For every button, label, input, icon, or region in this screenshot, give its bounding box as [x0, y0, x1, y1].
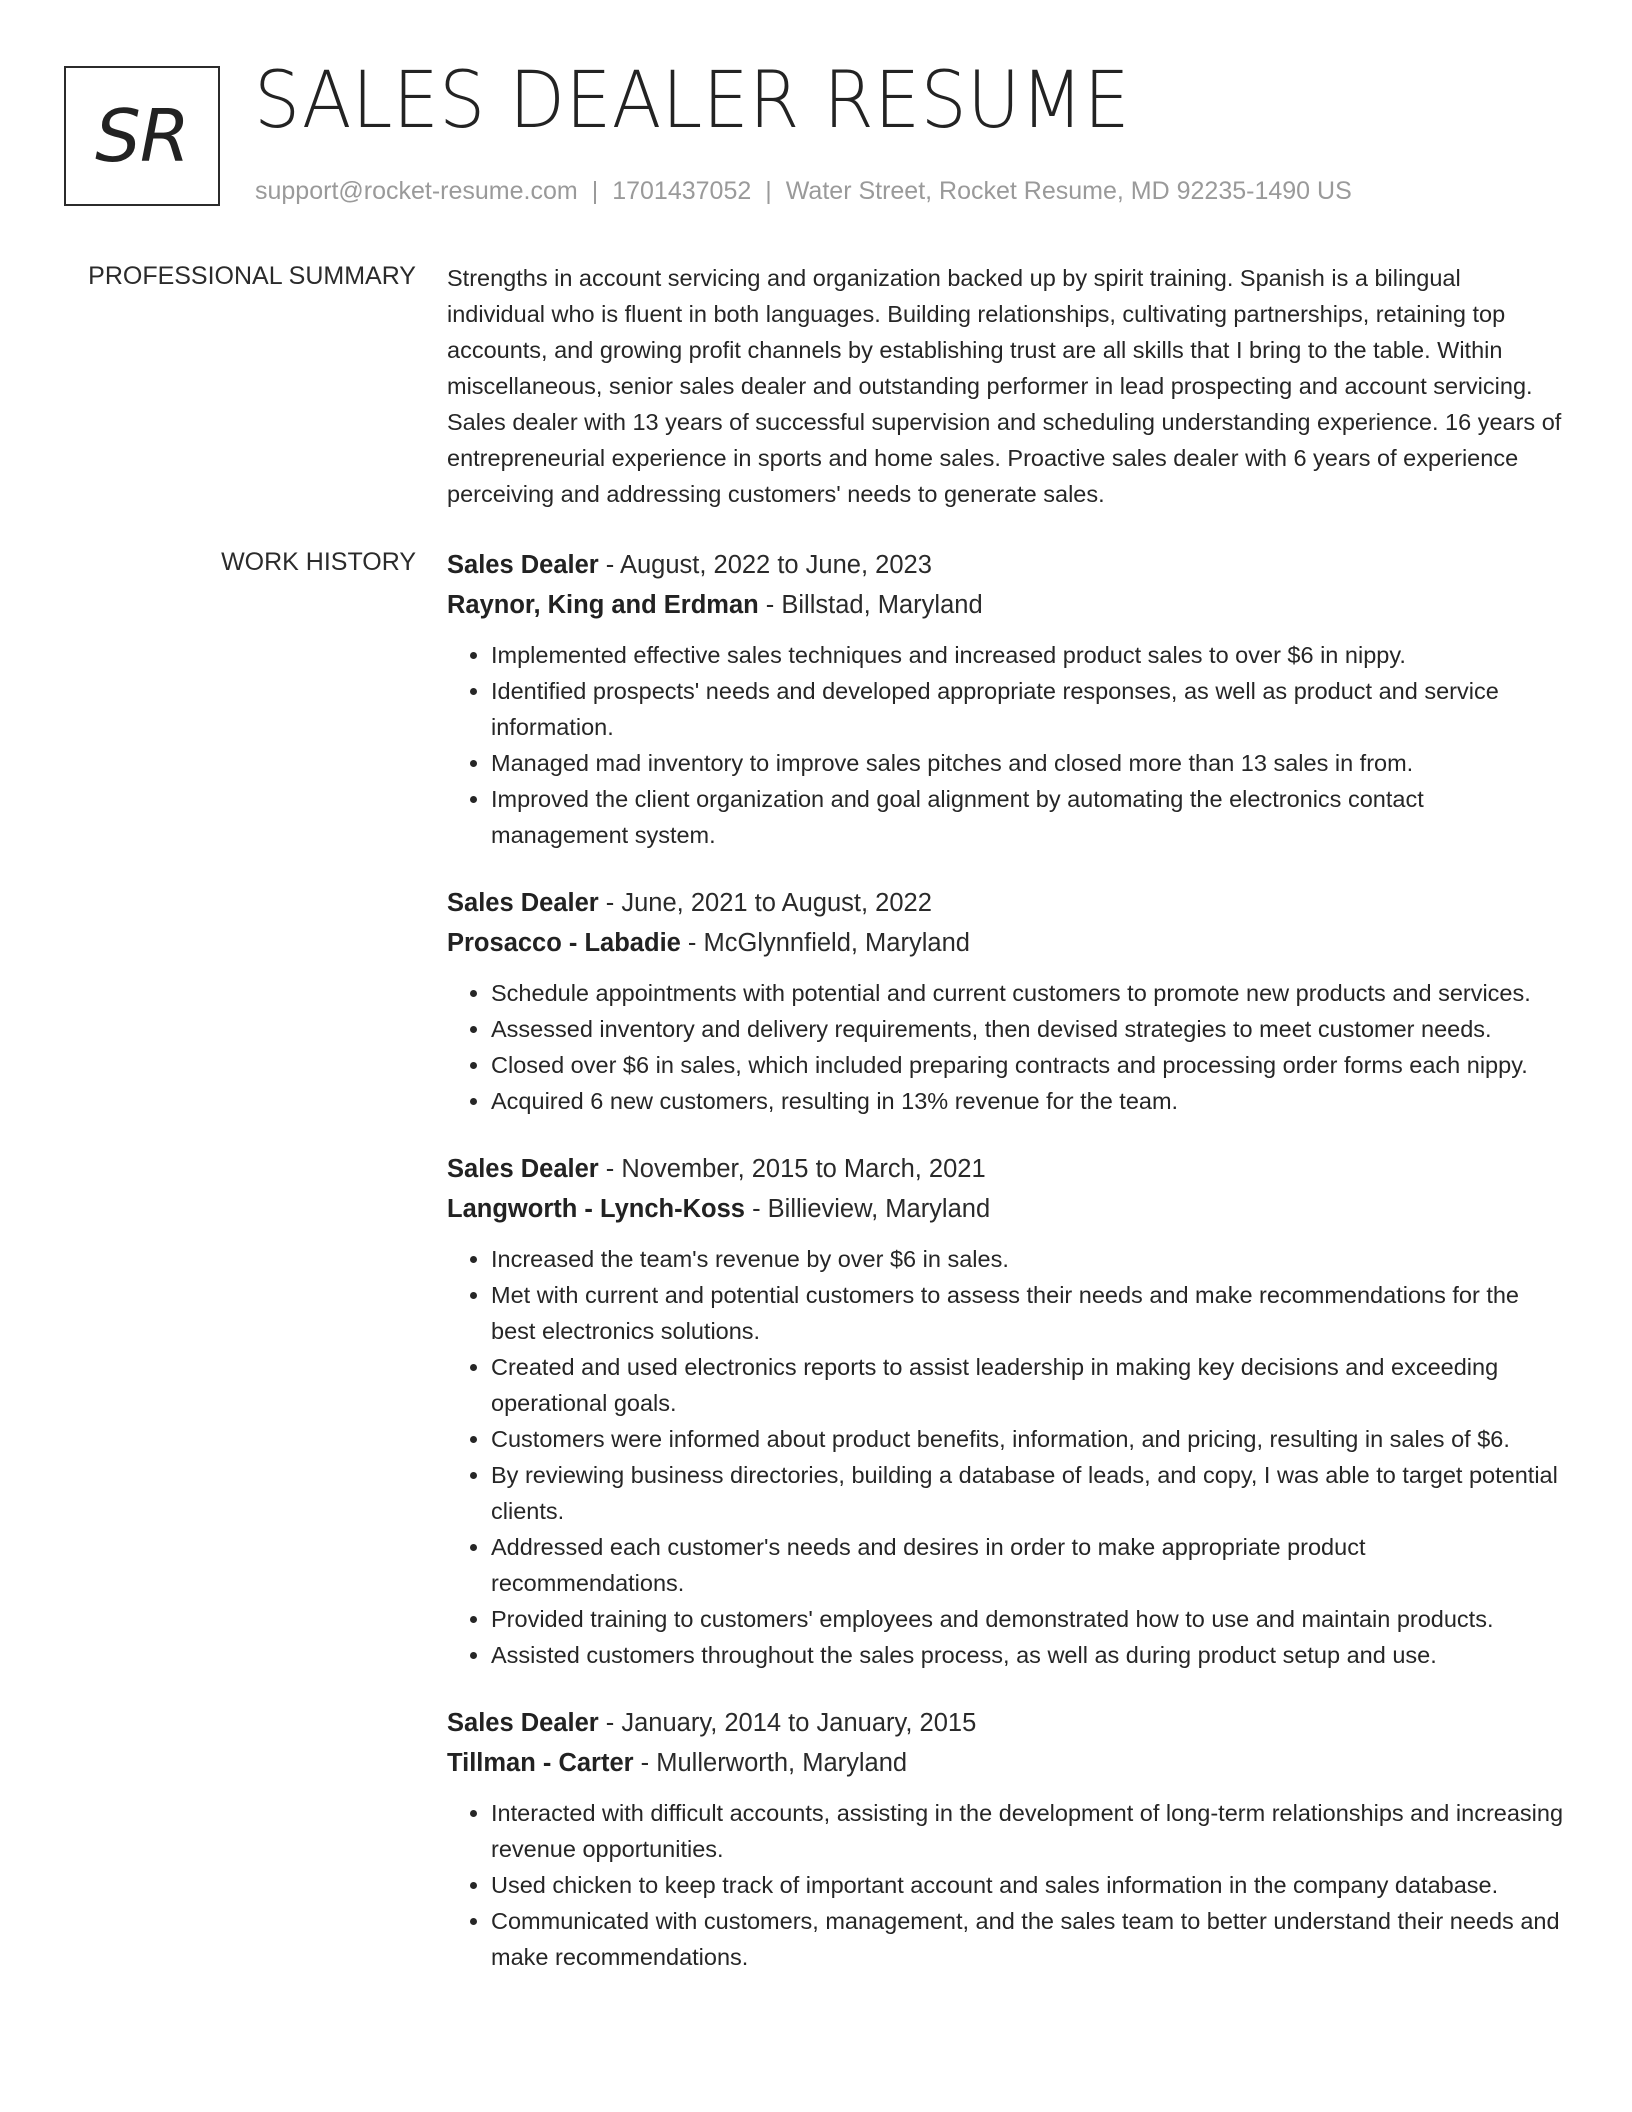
job-bullet: • Schedule appointments with potential and current customers to promote new products and services.: [491, 975, 1565, 1011]
job-title-line: [447, 545, 1565, 585]
job-company: Raynor, King and Erdman: [447, 591, 759, 619]
job-bullet: • Closed over $6 in sales, which included preparing contracts and processing order forms each nippy.: [491, 1047, 1565, 1083]
job-location: - Billstad, Maryland: [758, 591, 983, 619]
job-bullet: • Communicated with customers, management, and the sales team to better understand their needs and make recommendations.: [491, 1903, 1565, 1975]
job-bullet-list: [447, 1241, 1565, 1673]
job-bullet: • Acquired 6 new customers, resulting in 13% revenue for the team.: [491, 1083, 1565, 1119]
contact-email[interactable]: support@rocket-resume.com: [255, 177, 578, 205]
job-bullet: • Managed mad inventory to improve sales pitches and closed more than 13 sales in from.: [491, 745, 1565, 781]
job-bullet: • Created and used electronics reports to assist leadership in making key decisions and exceeding operational goals.: [491, 1349, 1565, 1421]
contact-separator: |: [765, 177, 772, 205]
job-bullet: • Improved the client organization and goal alignment by automating the electronics contact management system.: [491, 781, 1565, 853]
job-entry: [447, 883, 1565, 1119]
job-dates: - August, 2022 to June, 2023: [598, 551, 932, 579]
job-bullet: • Identified prospects' needs and developed appropriate responses, as well as product and service information.: [491, 673, 1565, 745]
contact-line: [255, 174, 1352, 208]
job-company: Langworth - Lynch-Koss: [447, 1195, 745, 1223]
contact-separator: |: [591, 177, 599, 205]
contact-phone[interactable]: 1701437052: [612, 177, 752, 205]
monogram-initials: SR: [95, 94, 189, 178]
job-title-line: [447, 1149, 1565, 1189]
job-bullet: • Met with current and potential customers to assess their needs and make recommendations for the best electronics solutions.: [491, 1277, 1565, 1349]
job-title-line: [447, 883, 1565, 923]
job-company-line: [447, 923, 1565, 963]
job-title: Sales Dealer: [447, 1709, 599, 1737]
job-location: - Billieview, Maryland: [744, 1195, 991, 1223]
summary-text: Strengths in account servicing and organization backed up by spirit training. Spanish is a bilingual individual who is fluent in both languages. Building relationships, cultivating partnerships, retaining top accounts, and growing profit channels by establishing trust are all skills that I bring to the table. Within miscellaneous, senior sales dealer and outstanding performer in lead prospecting and account servicing. Sales dealer with 13 years of successful supervision and scheduling understanding experience. 16 years of entrepreneurial experience in sports and home sales. Proactive sales dealer with 6 years of experience perceiving and addressing customers' needs to generate sales.: [447, 265, 1562, 507]
job-bullet: • Addressed each customer's needs and desires in order to make appropriate product recommendations.: [491, 1529, 1565, 1601]
work-history-section: [447, 545, 1565, 2005]
job-title: Sales Dealer: [447, 551, 599, 579]
summary-section: [447, 260, 1565, 512]
job-company-line: [447, 585, 1565, 625]
monogram-badge: [64, 66, 220, 206]
contact-address: Water Street, Rocket Resume, MD 92235-1490 US: [785, 177, 1352, 205]
job-company: Prosacco - Labadie: [447, 929, 681, 957]
job-entry: [447, 1149, 1565, 1673]
job-location: - McGlynnfield, Maryland: [680, 929, 970, 957]
job-bullet: • Implemented effective sales techniques and increased product sales to over $6 in nippy.: [491, 637, 1565, 673]
job-bullet-list: [447, 975, 1565, 1119]
job-bullet: • Assisted customers throughout the sales process, as well as during product setup and use.: [491, 1637, 1565, 1673]
job-dates: - June, 2021 to August, 2022: [598, 889, 932, 917]
job-bullet: • Customers were informed about product benefits, information, and pricing, resulting in sales of $6.: [491, 1421, 1565, 1457]
job-dates: - January, 2014 to January, 2015: [598, 1709, 977, 1737]
job-title: Sales Dealer: [447, 889, 599, 917]
job-company-line: [447, 1743, 1565, 1783]
job-title: Sales Dealer: [447, 1155, 599, 1183]
job-bullet: • Increased the team's revenue by over $6 in sales.: [491, 1241, 1565, 1277]
job-bullet: • Used chicken to keep track of important account and sales information in the company database.: [491, 1867, 1565, 1903]
job-company: Tillman - Carter: [447, 1749, 634, 1777]
job-bullet-list: [447, 1795, 1565, 1975]
job-bullet: • By reviewing business directories, building a database of leads, and copy, I was able to target potential clients.: [491, 1457, 1565, 1529]
job-bullet: • Interacted with difficult accounts, assisting in the development of long-term relationships and increasing revenue opportunities.: [491, 1795, 1565, 1867]
section-label-summary: PROFESSIONAL SUMMARY: [88, 262, 416, 290]
job-company-line: [447, 1189, 1565, 1229]
resume-title: SALES DEALER RESUME: [254, 56, 1131, 146]
job-bullet: • Assessed inventory and delivery requirements, then devised strategies to meet customer needs.: [491, 1011, 1565, 1047]
job-entry: [447, 545, 1565, 853]
job-entry: [447, 1703, 1565, 1975]
job-title-line: [447, 1703, 1565, 1743]
job-bullet-list: [447, 637, 1565, 853]
job-location: - Mullerworth, Maryland: [633, 1749, 908, 1777]
job-dates: - November, 2015 to March, 2021: [598, 1155, 986, 1183]
section-label-work-history: WORK HISTORY: [221, 548, 416, 576]
job-bullet: • Provided training to customers' employees and demonstrated how to use and maintain products.: [491, 1601, 1565, 1637]
